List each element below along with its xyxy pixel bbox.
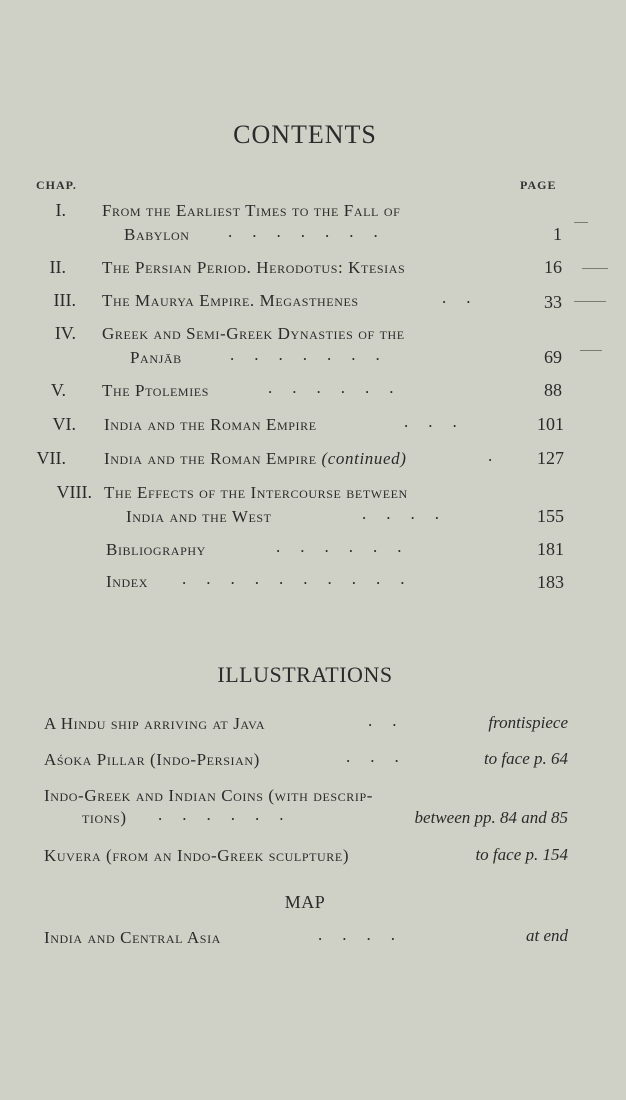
illustrations-heading: ILLUSTRATIONS — [217, 662, 393, 687]
leader-dots: .......... — [182, 569, 425, 588]
page-number: 155 — [537, 506, 564, 526]
illustration-reference: between pp. 84 and 85 — [414, 808, 568, 827]
leader-dots: . — [488, 446, 513, 465]
chapter-title-text: India and the Roman Empire — [104, 449, 317, 468]
leader-dots: ...... — [268, 378, 414, 397]
page-column-label: PAGE — [520, 178, 557, 192]
chapter-title: Greek and Semi-Greek Dynasties of the — [102, 324, 405, 343]
chapter-title: India and the Roman Empire — [104, 415, 317, 434]
chapter-number: VII. — [36, 448, 66, 468]
margin-mark — [580, 350, 602, 351]
illustration-reference: to face p. 154 — [475, 845, 568, 864]
contents-heading: CONTENTS — [233, 120, 377, 149]
page-number: 88 — [544, 380, 562, 400]
margin-mark — [574, 222, 588, 223]
chapter-title: The Ptolemies — [102, 381, 209, 400]
map-title: India and Central Asia — [44, 928, 221, 947]
page-number: 69 — [544, 347, 562, 367]
leader-dots: ...... — [276, 537, 422, 556]
chapter-number: III. — [53, 290, 76, 310]
page-number: 16 — [544, 257, 562, 277]
chapter-number: VIII. — [56, 482, 92, 502]
chapter-number: IV. — [54, 323, 76, 343]
chapter-number: V. — [50, 380, 66, 400]
margin-mark — [574, 301, 606, 302]
leader-dots: ... — [404, 412, 477, 431]
illustration-title-continued: tions) — [82, 808, 127, 827]
chapter-title: From the Earliest Times to the Fall of — [102, 201, 401, 220]
chapter-title: The Persian Period. Herodotus: Ktesias — [102, 258, 406, 277]
illustration-title: A Hindu ship arriving at Java — [44, 714, 266, 733]
bibliography-title: Bibliography — [106, 540, 206, 559]
page-number: 181 — [537, 539, 564, 559]
page-number: 33 — [544, 292, 562, 312]
page-number: 127 — [537, 448, 564, 468]
index-title: Index — [106, 572, 148, 591]
leader-dots: ... — [346, 747, 419, 766]
leader-dots: .. — [442, 288, 491, 307]
illustration-title: Indo-Greek and Indian Coins (with descrip- — [44, 786, 374, 805]
chapter-title — [104, 449, 406, 469]
leader-dots: ...... — [158, 805, 304, 824]
chapter-title-note: (continued) — [321, 449, 407, 468]
chapter-title: The Effects of the Intercourse between — [104, 483, 408, 502]
leader-dots: .... — [318, 925, 415, 944]
chapter-number: I. — [55, 200, 66, 220]
page-number: 1 — [553, 224, 562, 244]
map-reference: at end — [525, 926, 568, 945]
map-heading: MAP — [284, 892, 326, 912]
margin-mark — [582, 268, 608, 269]
illustration-reference: frontispiece — [488, 713, 568, 732]
chapter-title-continued: India and the West — [126, 507, 272, 526]
chapter-number: VI. — [52, 414, 76, 434]
illustration-title: Aśoka Pillar (Indo-Persian) — [44, 750, 260, 769]
chap-column-label: CHAP. — [36, 178, 77, 192]
leader-dots: ....... — [230, 345, 400, 364]
chapter-title-continued: Panjāb — [130, 348, 182, 367]
chapter-title: The Maurya Empire. Megasthenes — [102, 291, 359, 310]
illustration-reference: to face p. 64 — [483, 749, 568, 768]
illustration-title: Kuvera (from an Indo-Greek sculpture) — [44, 846, 350, 865]
page-number: 101 — [537, 414, 564, 434]
leader-dots: .. — [368, 711, 417, 730]
leader-dots: .... — [362, 504, 459, 523]
leader-dots: ....... — [228, 222, 398, 241]
page-number: 183 — [537, 572, 564, 592]
chapter-title-continued: Babylon — [124, 225, 190, 244]
chapter-number: II. — [49, 257, 66, 277]
